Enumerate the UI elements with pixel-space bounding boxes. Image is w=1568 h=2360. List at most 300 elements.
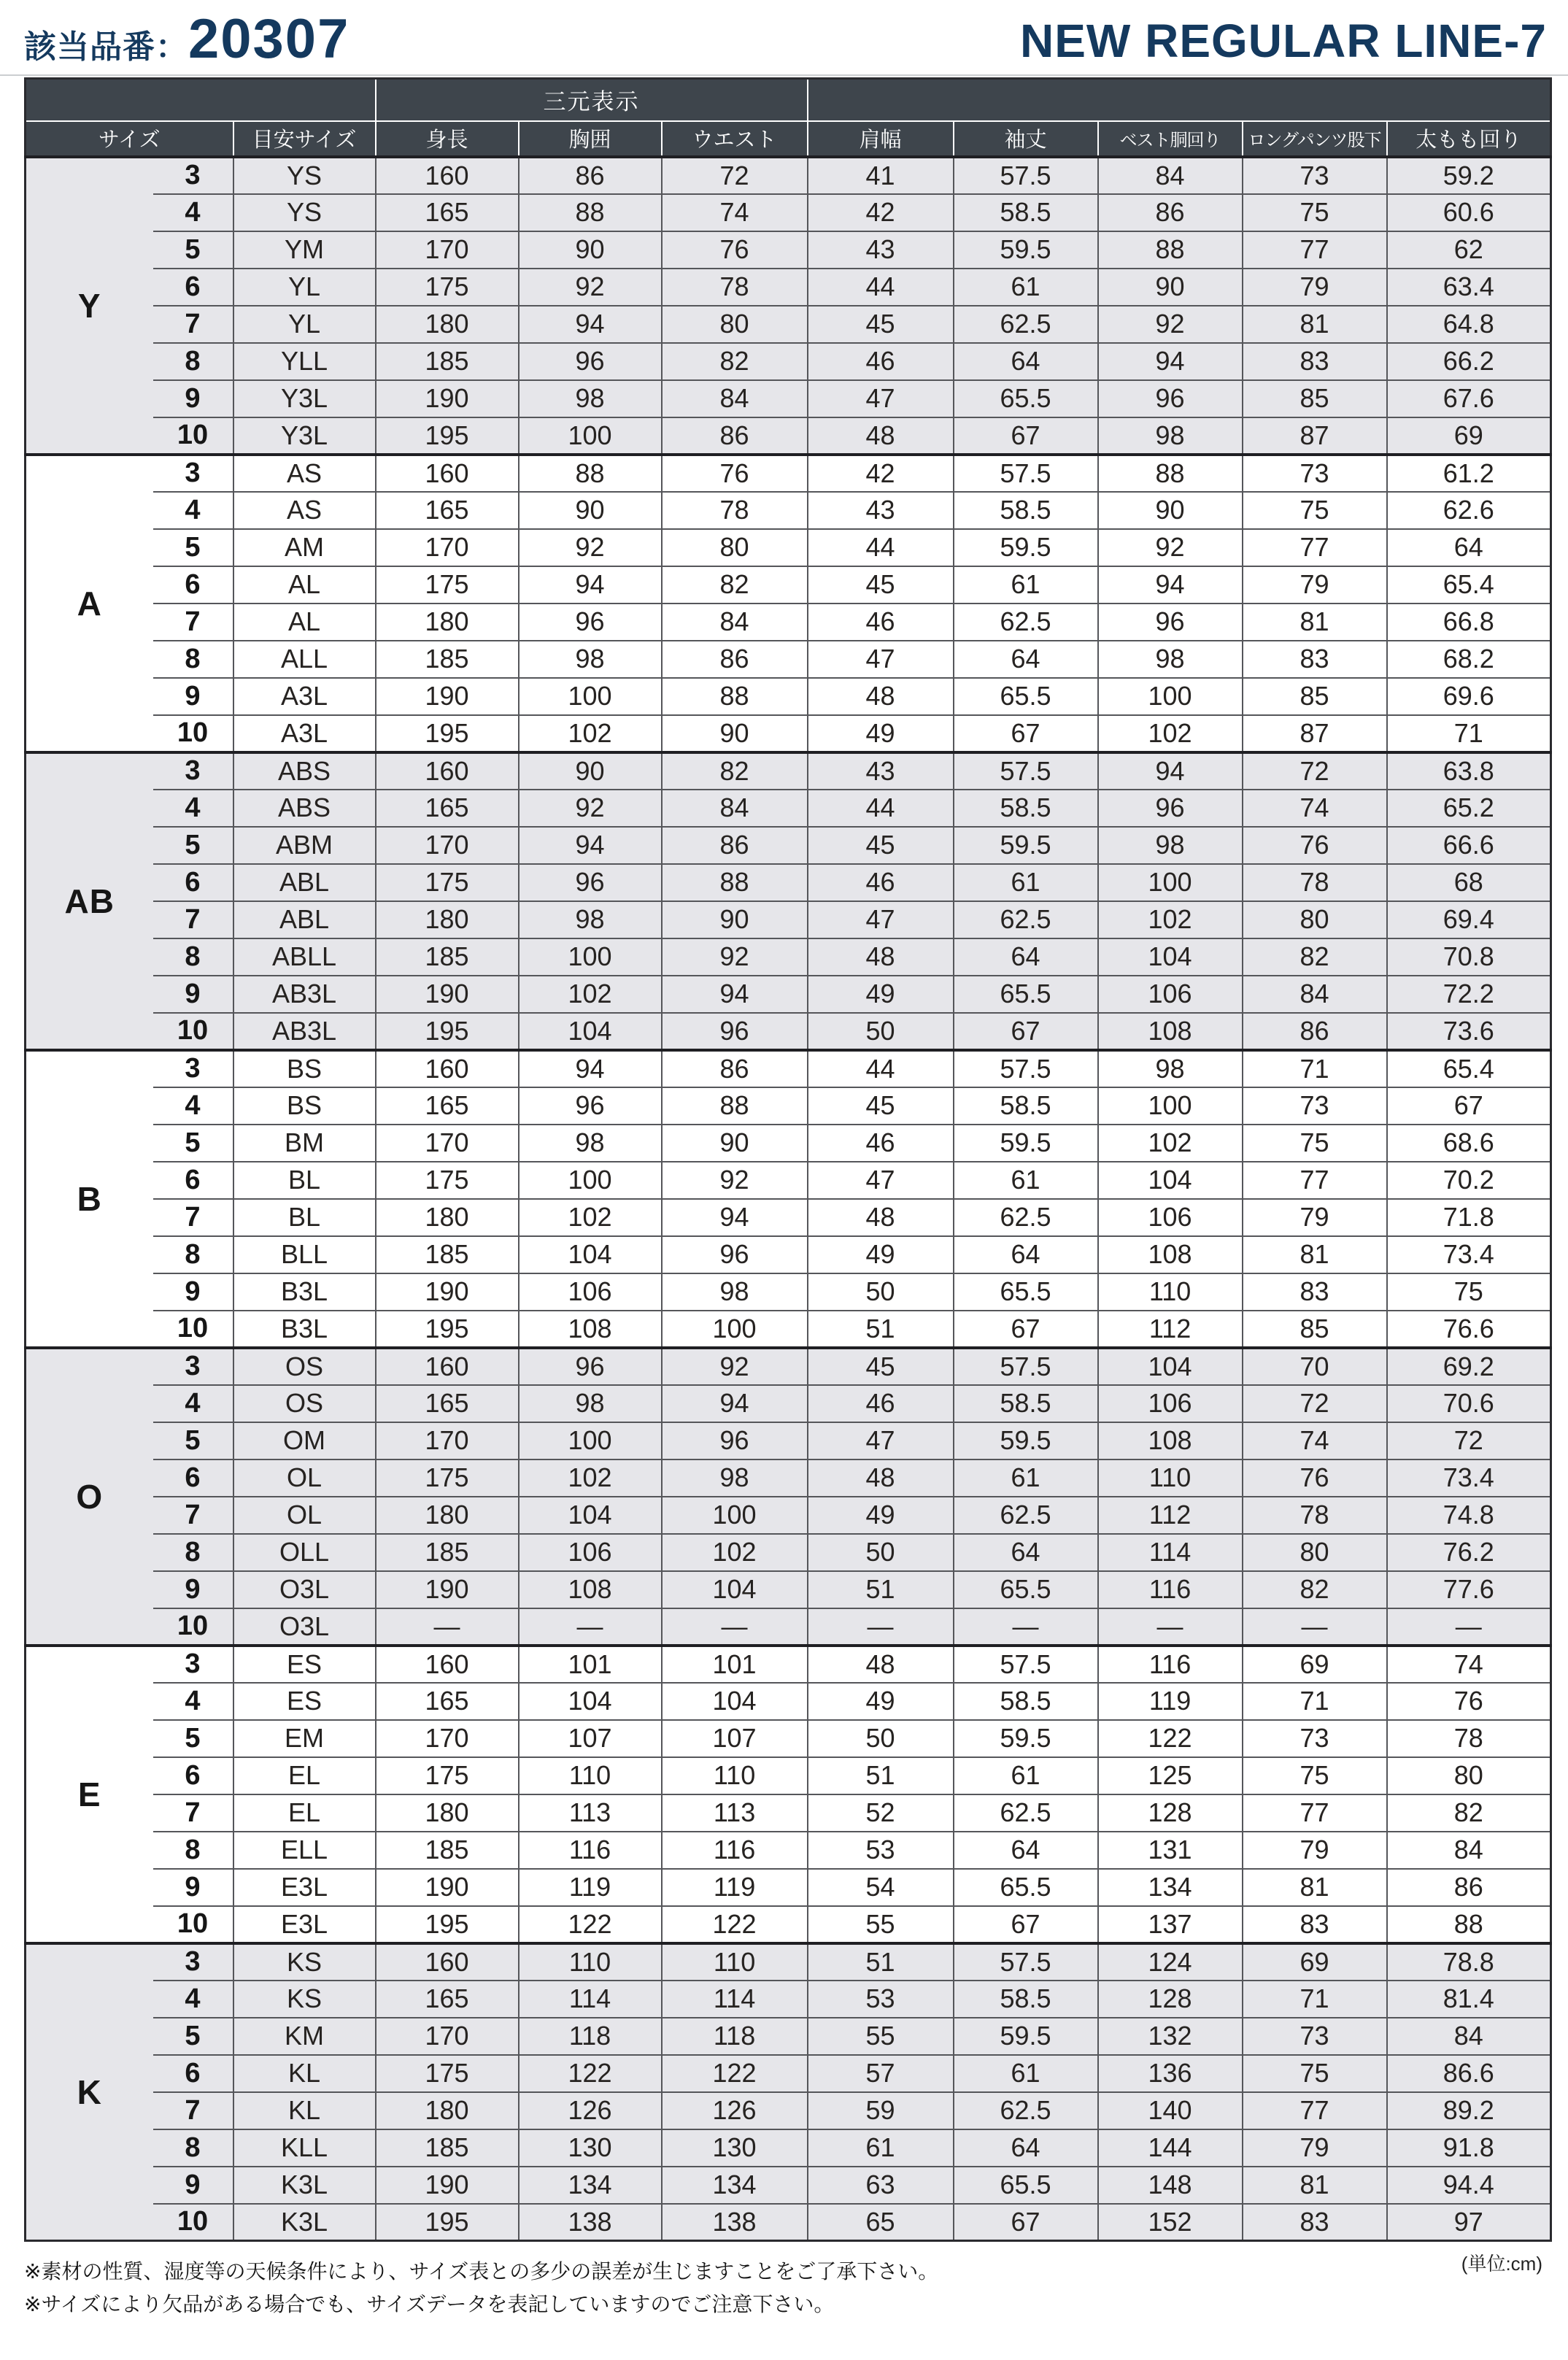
group-label: O [26, 1348, 153, 1646]
size-number-cell: 5 [153, 2018, 233, 2055]
measure-cell: 53 [808, 1832, 954, 1869]
table-row [26, 1273, 1551, 1311]
measure-cell: 51 [808, 1571, 954, 1608]
col-header-thigh: 太もも回り [1387, 121, 1551, 157]
measure-cell: 55 [808, 2018, 954, 2055]
measure-cell: 106 [1098, 976, 1243, 1013]
measure-cell: 45 [808, 1348, 954, 1385]
measure-cell: 47 [808, 1422, 954, 1459]
measure-cell: 180 [376, 306, 519, 343]
measure-cell: BLL [233, 1236, 376, 1273]
measure-cell: A3L [233, 678, 376, 715]
measure-cell: 75 [1243, 1125, 1387, 1162]
size-table-body [26, 157, 1551, 2241]
measure-cell: 86 [662, 641, 808, 678]
measure-cell: 80 [1243, 1534, 1387, 1571]
measure-cell: 46 [808, 1125, 954, 1162]
measure-cell: 67.6 [1387, 380, 1551, 417]
table-row [26, 306, 1551, 343]
measure-cell: BL [233, 1199, 376, 1236]
measure-cell: 61 [954, 566, 1098, 604]
measure-cell: 148 [1098, 2167, 1243, 2204]
measure-cell: 68 [1387, 864, 1551, 901]
table-row [26, 2092, 1551, 2129]
measure-cell: 190 [376, 1273, 519, 1311]
measure-cell: 80 [662, 529, 808, 566]
measure-cell: 96 [519, 604, 662, 641]
measure-cell: 94 [662, 976, 808, 1013]
unit-note: (単位:cm) [1461, 2253, 1542, 2275]
measure-cell: 77 [1243, 1162, 1387, 1199]
measure-cell: BM [233, 1125, 376, 1162]
table-row [26, 1385, 1551, 1422]
measure-cell: 76 [662, 231, 808, 269]
measure-cell: 79 [1243, 566, 1387, 604]
measure-cell: 47 [808, 641, 954, 678]
table-row [26, 1794, 1551, 1832]
measure-cell: 65.5 [954, 1869, 1098, 1906]
table-row [26, 269, 1551, 306]
measure-cell: 54 [808, 1869, 954, 1906]
measure-cell: — [376, 1608, 519, 1646]
measure-cell: 175 [376, 2055, 519, 2092]
measure-cell: 42 [808, 194, 954, 231]
measure-cell: 59.5 [954, 231, 1098, 269]
measure-cell: 81.4 [1387, 1981, 1551, 2018]
measure-cell: 119 [662, 1869, 808, 1906]
size-number-cell: 9 [153, 2167, 233, 2204]
measure-cell: 98 [1098, 641, 1243, 678]
measure-cell: 92 [519, 790, 662, 827]
measure-cell: 180 [376, 604, 519, 641]
footnote-1: ※素材の性質、湿度等の天候条件により、サイズ表との多少の誤差が生じますことをご了承下さい。 [24, 2260, 939, 2283]
measure-cell: 65.5 [954, 1273, 1098, 1311]
measure-cell: 88 [519, 455, 662, 492]
size-number-cell: 6 [153, 1162, 233, 1199]
measure-cell: ABS [233, 752, 376, 790]
measure-cell: 80 [662, 306, 808, 343]
table-row [26, 1311, 1551, 1348]
measure-cell: 50 [808, 1273, 954, 1311]
measure-cell: 67 [954, 417, 1098, 455]
measure-cell: 86 [662, 1050, 808, 1087]
measure-cell: 58.5 [954, 1087, 1098, 1125]
table-row [26, 2129, 1551, 2167]
measure-cell: 110 [519, 1943, 662, 1981]
measure-cell: 72 [1387, 1422, 1551, 1459]
measure-cell: 76 [1243, 1459, 1387, 1497]
measure-cell: 51 [808, 1311, 954, 1348]
measure-cell: 55 [808, 1906, 954, 1943]
measure-cell: 58.5 [954, 1385, 1098, 1422]
measure-cell: 195 [376, 1311, 519, 1348]
measure-cell: 98 [519, 901, 662, 938]
measure-cell: 138 [662, 2204, 808, 2241]
measure-cell: 110 [1098, 1273, 1243, 1311]
col-header-height: 身長 [376, 121, 519, 157]
measure-cell: 134 [519, 2167, 662, 2204]
measure-cell: 100 [1098, 1087, 1243, 1125]
size-number-cell: 8 [153, 938, 233, 976]
measure-cell: 49 [808, 1683, 954, 1720]
measure-cell: 170 [376, 231, 519, 269]
measure-cell: 66.8 [1387, 604, 1551, 641]
group-label: Y [26, 157, 153, 455]
measure-cell: 71 [1243, 1981, 1387, 2018]
measure-cell: 66.6 [1387, 827, 1551, 864]
measure-cell: 57.5 [954, 455, 1098, 492]
measure-cell: 48 [808, 1199, 954, 1236]
measure-cell: ABLL [233, 938, 376, 976]
measure-cell: 71 [1243, 1683, 1387, 1720]
measure-cell: 100 [1098, 864, 1243, 901]
table-row [26, 1348, 1551, 1385]
measure-cell: YM [233, 231, 376, 269]
size-number-cell: 10 [153, 715, 233, 752]
measure-cell: 102 [662, 1534, 808, 1571]
measure-cell: 83 [1243, 2204, 1387, 2241]
table-row [26, 2018, 1551, 2055]
measure-cell: — [808, 1608, 954, 1646]
measure-cell: 86 [1098, 194, 1243, 231]
measure-cell: 59.5 [954, 1125, 1098, 1162]
measure-cell: 46 [808, 343, 954, 380]
measure-cell: 190 [376, 678, 519, 715]
measure-cell: O3L [233, 1608, 376, 1646]
measure-cell: 73.4 [1387, 1236, 1551, 1273]
col-header-chest: 胸囲 [519, 121, 662, 157]
measure-cell: 84 [662, 380, 808, 417]
measure-cell: ES [233, 1683, 376, 1720]
measure-cell: 58.5 [954, 1683, 1098, 1720]
size-number-cell: 8 [153, 2129, 233, 2167]
table-row [26, 380, 1551, 417]
table-row [26, 194, 1551, 231]
measure-cell: 113 [519, 1794, 662, 1832]
measure-cell: 160 [376, 1348, 519, 1385]
size-number-cell: 6 [153, 2055, 233, 2092]
measure-cell: 61 [954, 2055, 1098, 2092]
measure-cell: 63.8 [1387, 752, 1551, 790]
measure-cell: 180 [376, 1794, 519, 1832]
measure-cell: 125 [1098, 1757, 1243, 1794]
measure-cell: — [1387, 1608, 1551, 1646]
measure-cell: 94 [1098, 752, 1243, 790]
measure-cell: 98 [662, 1273, 808, 1311]
measure-cell: 190 [376, 976, 519, 1013]
measure-cell: 41 [808, 157, 954, 194]
size-number-cell: 8 [153, 1236, 233, 1273]
measure-cell: 75 [1387, 1273, 1551, 1311]
measure-cell: 84 [1243, 976, 1387, 1013]
measure-cell: 51 [808, 1757, 954, 1794]
measure-cell: 180 [376, 901, 519, 938]
size-number-cell: 9 [153, 1869, 233, 1906]
measure-cell: 81 [1243, 306, 1387, 343]
size-number-cell: 10 [153, 1013, 233, 1050]
measure-cell: 64 [954, 1534, 1098, 1571]
measure-cell: 52 [808, 1794, 954, 1832]
measure-cell: 110 [1098, 1459, 1243, 1497]
measure-cell: 122 [519, 1906, 662, 1943]
table-row [26, 1087, 1551, 1125]
measure-cell: 81 [1243, 2167, 1387, 2204]
measure-cell: 106 [1098, 1385, 1243, 1422]
measure-cell: 88 [662, 1087, 808, 1125]
measure-cell: 69.4 [1387, 901, 1551, 938]
measure-cell: 49 [808, 715, 954, 752]
measure-cell: 104 [1098, 1162, 1243, 1199]
measure-cell: 122 [1098, 1720, 1243, 1757]
measure-cell: 160 [376, 752, 519, 790]
measure-cell: — [519, 1608, 662, 1646]
measure-cell: 86.6 [1387, 2055, 1551, 2092]
measure-cell: 67 [954, 1906, 1098, 1943]
measure-cell: 112 [1098, 1497, 1243, 1534]
measure-cell: 90 [1098, 492, 1243, 529]
measure-cell: 185 [376, 343, 519, 380]
measure-cell: 67 [1387, 1087, 1551, 1125]
measure-cell: 42 [808, 455, 954, 492]
measure-cell: 70.8 [1387, 938, 1551, 976]
measure-cell: 44 [808, 269, 954, 306]
measure-cell: 100 [519, 1162, 662, 1199]
measure-cell: 58.5 [954, 790, 1098, 827]
measure-cell: 47 [808, 1162, 954, 1199]
measure-cell: 62.5 [954, 1794, 1098, 1832]
measure-cell: 59 [808, 2092, 954, 2129]
measure-cell: 195 [376, 1906, 519, 1943]
size-number-cell: 8 [153, 1832, 233, 1869]
measure-cell: 86 [519, 157, 662, 194]
line-title: NEW REGULAR LINE-7 [1020, 15, 1547, 67]
col-header-pants-inseam: ロングパンツ股下 [1243, 121, 1387, 157]
measure-cell: 110 [662, 1943, 808, 1981]
table-row [26, 938, 1551, 976]
table-row [26, 1050, 1551, 1087]
measure-cell: — [1098, 1608, 1243, 1646]
group-label: E [26, 1646, 153, 1943]
size-number-cell: 3 [153, 157, 233, 194]
measure-cell: 73 [1243, 2018, 1387, 2055]
measure-cell: 61 [954, 1459, 1098, 1497]
product-number-value: 20307 [188, 8, 350, 70]
measure-cell: 66.2 [1387, 343, 1551, 380]
measure-cell: BS [233, 1087, 376, 1125]
measure-cell: 83 [1243, 1273, 1387, 1311]
measure-cell: OL [233, 1459, 376, 1497]
table-row [26, 2167, 1551, 2204]
table-row [26, 566, 1551, 604]
size-number-cell: 6 [153, 566, 233, 604]
table-row [26, 1236, 1551, 1273]
measure-cell: 58.5 [954, 194, 1098, 231]
measure-cell: 61 [954, 864, 1098, 901]
measure-cell: 74 [1243, 1422, 1387, 1459]
measure-cell: EL [233, 1794, 376, 1832]
measure-cell: 131 [1098, 1832, 1243, 1869]
measure-cell: 65 [808, 2204, 954, 2241]
measure-cell: 67 [954, 2204, 1098, 2241]
measure-cell: KLL [233, 2129, 376, 2167]
table-row [26, 1981, 1551, 2018]
measure-cell: 48 [808, 678, 954, 715]
measure-cell: 102 [1098, 1125, 1243, 1162]
measure-cell: 98 [1098, 1050, 1243, 1087]
col-header-size: サイズ [26, 121, 233, 157]
measure-cell: 67 [954, 715, 1098, 752]
measure-cell: 165 [376, 790, 519, 827]
measure-cell: 130 [519, 2129, 662, 2167]
measure-cell: 170 [376, 1422, 519, 1459]
measure-cell: 61 [954, 269, 1098, 306]
measure-cell: 75 [1243, 1757, 1387, 1794]
size-number-cell: 3 [153, 1943, 233, 1981]
measure-cell: 126 [519, 2092, 662, 2129]
measure-cell: 82 [662, 566, 808, 604]
table-row [26, 1459, 1551, 1497]
measure-cell: 77 [1243, 231, 1387, 269]
size-number-cell: 4 [153, 1087, 233, 1125]
size-number-cell: 4 [153, 1385, 233, 1422]
table-row [26, 1534, 1551, 1571]
table-row [26, 790, 1551, 827]
measure-cell: 92 [662, 1162, 808, 1199]
size-table [24, 77, 1552, 2242]
measure-cell: 59.2 [1387, 157, 1551, 194]
measure-cell: 160 [376, 455, 519, 492]
group-label: K [26, 1943, 153, 2241]
measure-cell: 90 [519, 231, 662, 269]
table-row [26, 641, 1551, 678]
measure-cell: 108 [1098, 1236, 1243, 1273]
measure-cell: EL [233, 1757, 376, 1794]
measure-cell: 76 [1243, 827, 1387, 864]
measure-cell: 65.5 [954, 678, 1098, 715]
table-row [26, 1162, 1551, 1199]
measure-cell: 185 [376, 1236, 519, 1273]
measure-cell: — [1243, 1608, 1387, 1646]
measure-cell: 90 [519, 752, 662, 790]
table-row [26, 1422, 1551, 1459]
measure-cell: 46 [808, 604, 954, 641]
measure-cell: BS [233, 1050, 376, 1087]
measure-cell: 44 [808, 1050, 954, 1087]
measure-cell: 134 [662, 2167, 808, 2204]
measure-cell: 75 [1243, 492, 1387, 529]
measure-cell: 53 [808, 1981, 954, 2018]
table-row [26, 1646, 1551, 1683]
table-row [26, 529, 1551, 566]
measure-cell: 65.4 [1387, 1050, 1551, 1087]
measure-cell: 69.6 [1387, 678, 1551, 715]
measure-cell: 62.6 [1387, 492, 1551, 529]
size-number-cell: 7 [153, 306, 233, 343]
measure-cell: 114 [662, 1981, 808, 2018]
measure-cell: 45 [808, 1087, 954, 1125]
measure-cell: OS [233, 1385, 376, 1422]
measure-cell: 118 [662, 2018, 808, 2055]
measure-cell: 108 [519, 1571, 662, 1608]
measure-cell: 49 [808, 1497, 954, 1534]
measure-cell: 73.4 [1387, 1459, 1551, 1497]
measure-cell: 175 [376, 1459, 519, 1497]
measure-cell: 104 [519, 1236, 662, 1273]
measure-cell: 59.5 [954, 1422, 1098, 1459]
measure-cell: 185 [376, 2129, 519, 2167]
measure-cell: 70.6 [1387, 1385, 1551, 1422]
measure-cell: AL [233, 566, 376, 604]
measure-cell: 62.5 [954, 1199, 1098, 1236]
measure-cell: 98 [1098, 417, 1243, 455]
size-number-cell: 9 [153, 1273, 233, 1311]
measure-cell: 61 [954, 1162, 1098, 1199]
measure-cell: EM [233, 1720, 376, 1757]
measure-cell: 58.5 [954, 1981, 1098, 2018]
measure-cell: 94 [519, 566, 662, 604]
measure-cell: 84 [662, 604, 808, 641]
measure-cell: 75 [1243, 2055, 1387, 2092]
measure-cell: 80 [1387, 1757, 1551, 1794]
measure-cell: 138 [519, 2204, 662, 2241]
measure-cell: 47 [808, 380, 954, 417]
col-header-shoulder: 肩幅 [808, 121, 954, 157]
measure-cell: 67 [954, 1311, 1098, 1348]
header-spacer-right [808, 79, 1551, 121]
measure-cell: 79 [1243, 269, 1387, 306]
measure-cell: 100 [1098, 678, 1243, 715]
measure-cell: 72.2 [1387, 976, 1551, 1013]
measure-cell: 50 [808, 1534, 954, 1571]
measure-cell: 110 [662, 1757, 808, 1794]
measure-cell: 160 [376, 1943, 519, 1981]
footer [24, 2255, 1547, 2321]
table-row [26, 1125, 1551, 1162]
measure-cell: 98 [519, 641, 662, 678]
measure-cell: KL [233, 2092, 376, 2129]
measure-cell: 84 [662, 790, 808, 827]
measure-cell: 107 [519, 1720, 662, 1757]
measure-cell: 106 [519, 1273, 662, 1311]
measure-cell: 116 [519, 1832, 662, 1869]
col-header-guide-size: 目安サイズ [233, 121, 376, 157]
measure-cell: 69 [1387, 417, 1551, 455]
measure-cell: 90 [519, 492, 662, 529]
measure-cell: 74 [1387, 1646, 1551, 1683]
measure-cell: 73.6 [1387, 1013, 1551, 1050]
measure-cell: 96 [519, 1348, 662, 1385]
measure-cell: 175 [376, 566, 519, 604]
measure-cell: 80 [1243, 901, 1387, 938]
measure-cell: 68.6 [1387, 1125, 1551, 1162]
measure-cell: 124 [1098, 1943, 1243, 1981]
measure-cell: 190 [376, 380, 519, 417]
col-header-waist: ウエスト [662, 121, 808, 157]
measure-cell: 92 [519, 529, 662, 566]
measure-cell: 195 [376, 2204, 519, 2241]
measure-cell: 46 [808, 864, 954, 901]
measure-cell: 102 [519, 1459, 662, 1497]
measure-cell: 114 [519, 1981, 662, 2018]
measure-cell: 119 [1098, 1683, 1243, 1720]
table-row [26, 1683, 1551, 1720]
size-number-cell: 7 [153, 1794, 233, 1832]
measure-cell: 64 [954, 343, 1098, 380]
measure-cell: 79 [1243, 2129, 1387, 2167]
measure-cell: 98 [519, 1385, 662, 1422]
size-number-cell: 9 [153, 976, 233, 1013]
measure-cell: 96 [662, 1013, 808, 1050]
